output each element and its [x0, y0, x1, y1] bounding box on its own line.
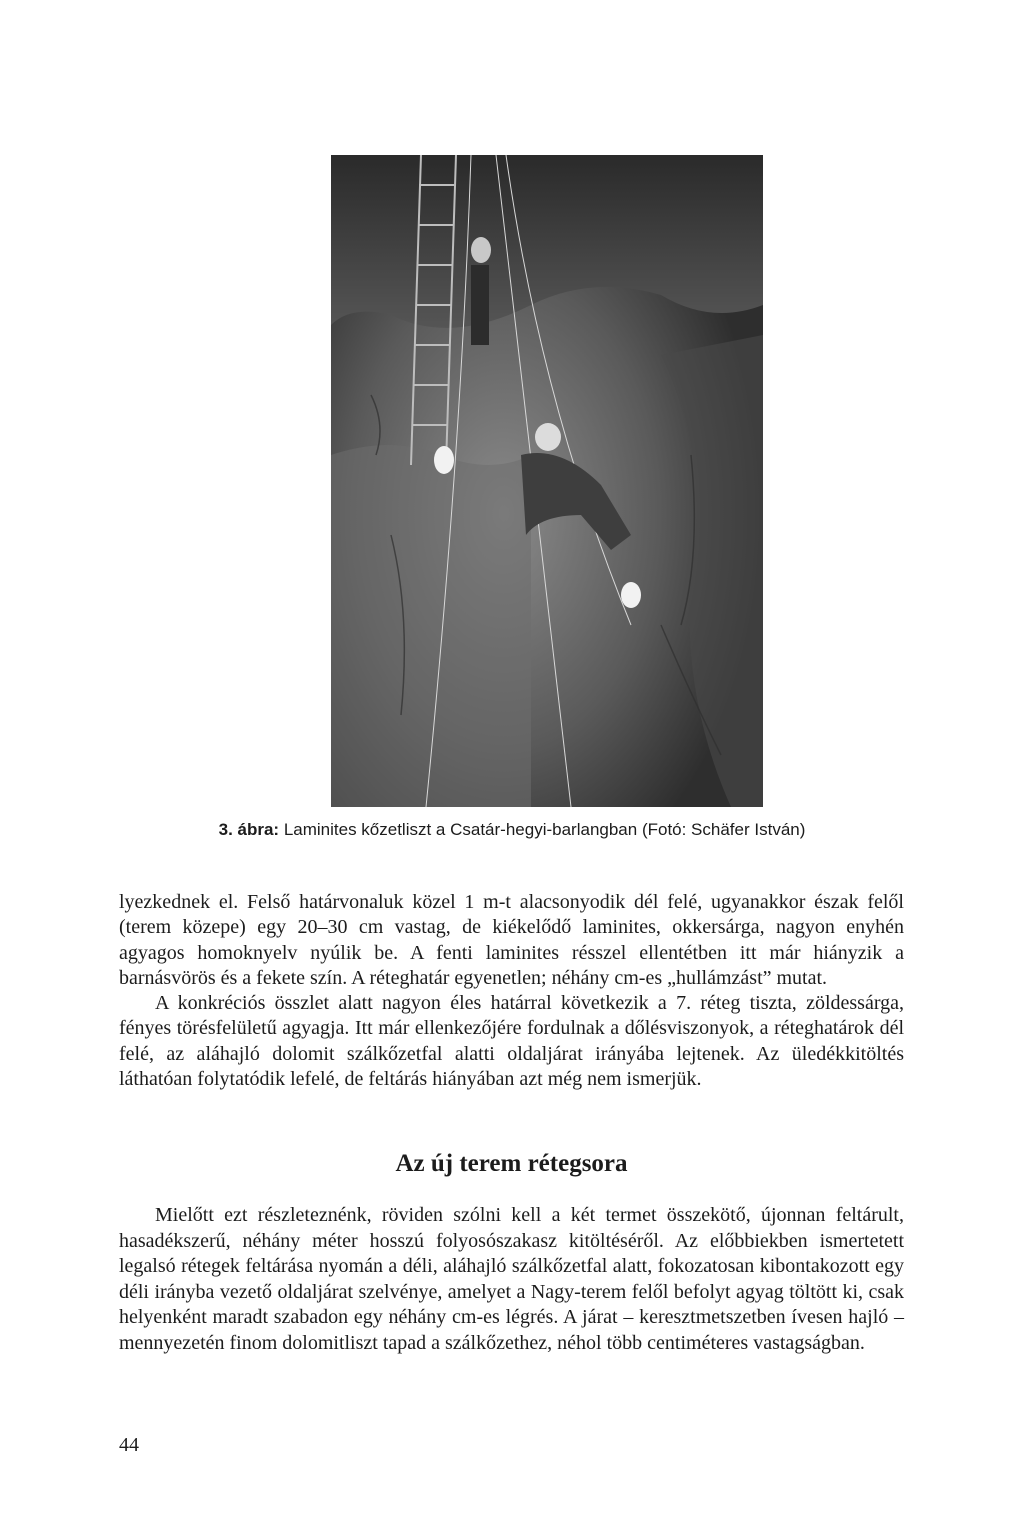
cave-photo — [331, 155, 763, 807]
caption-text: Laminites kőzetliszt a Csatár-hegyi-barlangban (Fotó: Schäfer István) — [279, 820, 806, 839]
paragraph-2: A konkréciós összlet alatt nagyon éles határral következik a 7. réteg tiszta, zöldessárga, fényes törésfelületű agyagja. Itt már ellenkezőjére fordulnak a dőlésviszonyok, a réteghatárok dél felé, az aláhajló dolomit szálkőzetfal alatti oldaljárat irányába lejtenek. Az üledékkitöltés láthatóan folytatódik lefelé, de feltárás hiányában azt még nem ismerjük. — [119, 992, 904, 1090]
caption-label: 3. ábra: — [218, 820, 280, 839]
figure-caption — [120, 820, 904, 840]
page-number: 44 — [119, 1434, 139, 1456]
paragraph-1: lyezkednek el. Felső határvonaluk közel 1 m-t alacsonyodik dél felé, ugyanakkor észak felől (terem közepe) egy 20–30 cm vastag, de kiékelődő laminites, okkersárga, nagyon enyhén agyagos homoknyelv nyúlik be. A fenti laminites résszel ellentétben itt már hiányzik a barnásvörös és a fekete szín. A réteghatár egyenetlen; néhány cm-es „hullámzást” mutat. — [119, 891, 904, 989]
section-heading: Az új terem rétegsora — [395, 1150, 628, 1177]
paragraph-3: Mielőtt ezt részleteznénk, röviden szólni kell a két termet összekötő, újonnan feltárult, hasadékszerű, néhány méter hosszú folyosószakasz kitöltéséről. Az előbbiekben ismertetett legalsó rétegek feltárása nyomán a déli, aláhajló szálkőzetfal alatt, fokozatosan kibontakozott egy déli irányba vezető oldaljárat szelvénye, amelyet a Nagy-terem felől befolyt agyag töltött ki, csak helyenként maradt szabadon egy néhány cm-es légrés. A járat – keresztmetszetben ívesen hajló – mennyezetén finom dolomitliszt tapad a szálkőzethez, néhol több centiméteres vastagságban. — [119, 1204, 904, 1354]
